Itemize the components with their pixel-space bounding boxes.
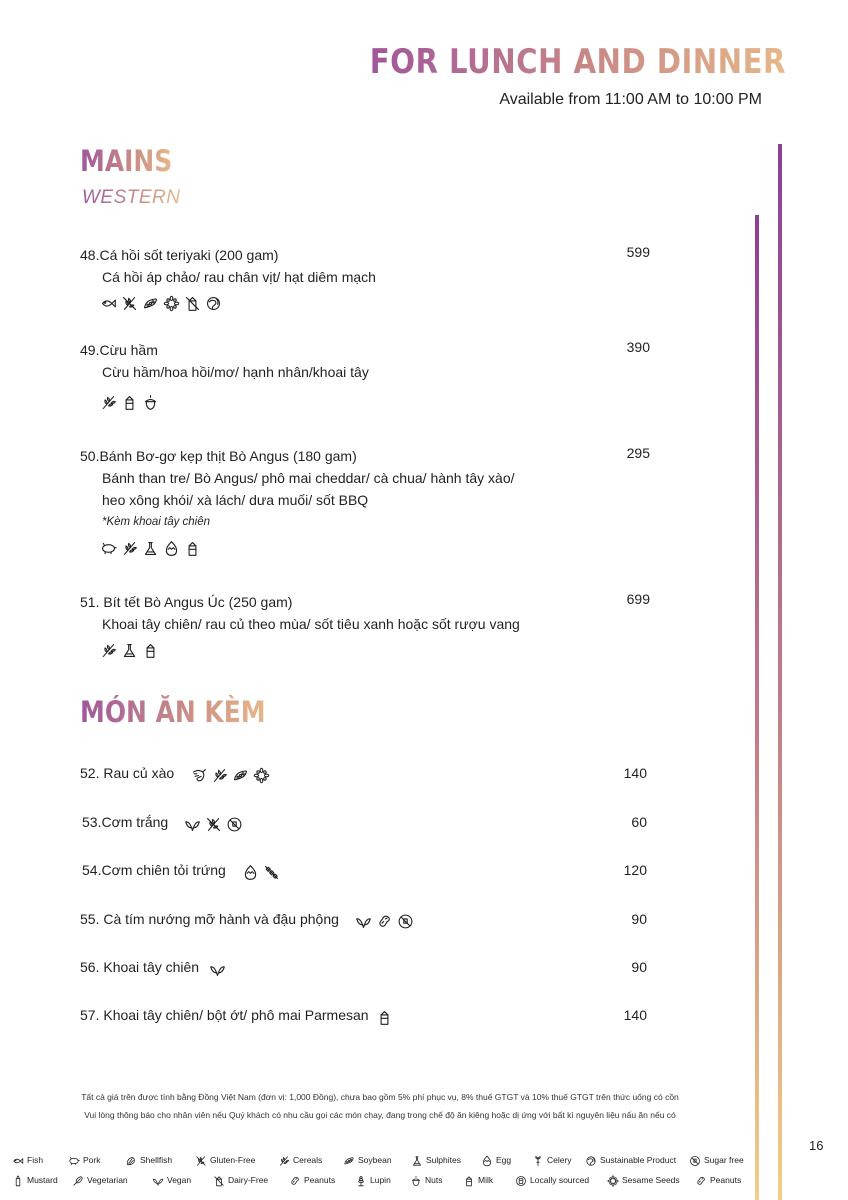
cereals-icon xyxy=(211,767,228,784)
cereals-icon xyxy=(100,394,117,411)
cereals-icon xyxy=(121,540,138,557)
peanuts-icon xyxy=(695,1175,707,1187)
shellfish-icon xyxy=(125,1155,137,1167)
item-description: Khoai tây chiên/ rau củ theo mùa/ sốt tiêu xanh hoặc sốt rượu vang xyxy=(102,616,520,632)
soybean-icon xyxy=(142,295,159,312)
soybean-icon xyxy=(343,1155,355,1167)
gluten-free-icon xyxy=(205,816,222,833)
legend-label: Celery xyxy=(547,1155,572,1165)
legend-label: Sulphites xyxy=(426,1155,461,1165)
sulphites-icon xyxy=(142,540,159,557)
legend-label: Pork xyxy=(83,1155,101,1165)
legend-lupin xyxy=(355,1172,391,1188)
allergen-icons xyxy=(80,294,650,314)
legend-label: Shellfish xyxy=(140,1155,173,1165)
milk-icon xyxy=(376,1009,393,1026)
legend-cereals xyxy=(278,1152,322,1168)
side-item-55 xyxy=(80,908,647,930)
legend-fish xyxy=(12,1152,43,1168)
fish-icon xyxy=(12,1155,24,1167)
item-title: 51. Bít tết Bò Angus Úc (250 gam) xyxy=(80,594,293,610)
legend-label: Sesame Seeds xyxy=(622,1175,680,1185)
legend-row-1 xyxy=(0,1152,760,1168)
allergen-icons xyxy=(209,957,230,979)
nuts-icon xyxy=(410,1175,422,1187)
allergen-icons xyxy=(80,393,650,413)
item-price: 599 xyxy=(626,244,650,260)
legend-mustard xyxy=(12,1172,58,1188)
milk-icon xyxy=(121,394,138,411)
item-price: 90 xyxy=(631,911,647,927)
legend-sulphites xyxy=(411,1152,461,1168)
item-title: 56. Khoai tây chiên xyxy=(80,959,200,975)
dietary-note: Vui lòng thông báo cho nhân viên nếu Quý khách có nhu cầu gọi các món chay, đang trong chế độ ăn kiêng hoặc dị ứng với bất kì nguyên liệu nấu ăn nếu có xyxy=(84,1110,676,1120)
legend-vegan xyxy=(152,1172,191,1188)
legend-soybean xyxy=(343,1152,392,1168)
sesame-seeds-icon xyxy=(163,295,180,312)
item-title: 52. Rau củ xào xyxy=(80,765,175,781)
decorative-bar-inner xyxy=(755,215,759,1200)
celery-icon xyxy=(532,1155,544,1167)
legend-milk xyxy=(463,1172,493,1188)
pork-icon xyxy=(100,540,117,557)
nuts-icon xyxy=(142,394,159,411)
allergen-icons xyxy=(376,1005,397,1027)
sesame-seeds-icon xyxy=(253,767,270,784)
side-item-52 xyxy=(80,762,647,784)
egg-icon xyxy=(242,864,259,881)
legend-label: Milk xyxy=(478,1175,494,1185)
item-title: 53.Cơm trắng xyxy=(82,814,169,830)
item-title: 48.Cá hồi sốt teriyaki (200 gam) xyxy=(80,247,279,263)
menu-item-48 xyxy=(80,244,650,314)
allergen-icons xyxy=(190,763,274,785)
item-title: 54.Cơm chiên tỏi trứng xyxy=(82,862,226,878)
legend-dairy-free xyxy=(213,1172,268,1188)
item-description: Bánh than tre/ Bò Angus/ phô mai cheddar/ cà chua/ hành tây xào/ xyxy=(102,470,515,486)
shellfish-icon xyxy=(190,767,207,784)
menu-item-50 xyxy=(80,445,650,559)
menu-item-49 xyxy=(80,339,650,413)
legend-vegetarian xyxy=(72,1172,128,1188)
legend-sustainable-product xyxy=(585,1152,676,1168)
legend-label: Lupin xyxy=(370,1175,391,1185)
legend-label: Locally sourced xyxy=(530,1175,590,1185)
legend-peanuts-2 xyxy=(695,1172,741,1188)
legend-sesame-seeds xyxy=(607,1172,680,1188)
item-title: 50.Bánh Bơ-gơ kẹp thịt Bò Angus (180 gam) xyxy=(80,448,357,464)
item-price: 60 xyxy=(631,814,647,830)
side-item-56 xyxy=(80,956,647,978)
dairy-free-icon xyxy=(213,1175,225,1187)
item-price: 90 xyxy=(631,959,647,975)
pork-icon xyxy=(68,1155,80,1167)
legend-label: Dairy-Free xyxy=(228,1175,269,1185)
side-item-54 xyxy=(82,859,647,881)
legend-nuts xyxy=(410,1172,442,1188)
sulphites-icon xyxy=(121,642,138,659)
item-title: 57. Khoai tây chiên/ bột ớt/ phô mai Parmesan xyxy=(80,1007,369,1023)
sesame-seeds-icon xyxy=(607,1175,619,1187)
milk-icon xyxy=(184,540,201,557)
legend-label: Sustainable Product xyxy=(600,1155,677,1165)
vegan-icon xyxy=(152,1175,164,1187)
sulphites-icon xyxy=(411,1155,423,1167)
peanuts-icon xyxy=(289,1175,301,1187)
egg-icon xyxy=(163,540,180,557)
legend-peanuts xyxy=(289,1172,335,1188)
legend-label: Fish xyxy=(27,1155,44,1165)
legend-egg xyxy=(481,1152,511,1168)
legend-label: Gluten-Free xyxy=(210,1155,256,1165)
legend-locally-sourced xyxy=(515,1172,589,1188)
vegan-icon xyxy=(184,816,201,833)
vegan-icon xyxy=(355,913,372,930)
peanuts-icon xyxy=(376,913,393,930)
menu-item-51 xyxy=(80,591,650,661)
cereals-icon xyxy=(100,642,117,659)
item-description: Cừu hầm/hoa hồi/mơ/ hạnh nhân/khoai tây xyxy=(102,364,369,380)
item-price: 140 xyxy=(623,1007,647,1023)
legend-gluten-free xyxy=(195,1152,255,1168)
availability-subtitle: Available from 11:00 AM to 10:00 PM xyxy=(499,91,762,108)
lupin-icon xyxy=(355,1175,367,1187)
item-title: 55. Cà tím nướng mỡ hành và đậu phộng xyxy=(80,911,339,927)
item-price: 390 xyxy=(626,339,650,355)
mustard-icon xyxy=(12,1175,24,1187)
legend-label: Nuts xyxy=(425,1175,443,1185)
item-description-continued: heo xông khói/ xà lách/ dưa muối/ sốt BBQ xyxy=(102,492,369,508)
sustainable-product-icon xyxy=(585,1155,597,1167)
milk-icon xyxy=(142,642,159,659)
allergen-icons xyxy=(184,812,247,834)
legend-label: Peanuts xyxy=(304,1175,336,1185)
fish-icon xyxy=(100,295,117,312)
page-number: 16 xyxy=(809,1138,824,1153)
legend-label: Mustard xyxy=(27,1175,58,1185)
gluten-free-icon xyxy=(121,295,138,312)
legend-label: Soybean xyxy=(358,1155,392,1165)
legend-sugar-free xyxy=(689,1152,744,1168)
sugar-free-icon xyxy=(397,913,414,930)
allergen-icons xyxy=(80,641,650,661)
allergen-icons xyxy=(80,539,650,559)
sugar-free-icon xyxy=(226,816,243,833)
gluten-free-icon xyxy=(195,1155,207,1167)
vegetarian-icon xyxy=(72,1175,84,1187)
item-price: 140 xyxy=(623,765,647,781)
item-description: Cá hồi áp chảo/ rau chân vịt/ hạt diêm mạch xyxy=(102,269,376,285)
allergen-icons xyxy=(242,860,284,882)
western-subheading: WESTERN xyxy=(82,187,181,208)
legend-label: Cereals xyxy=(293,1155,323,1165)
item-price: 120 xyxy=(623,862,647,878)
price-note: Tất cả giá trên được tính bằng Đồng Việt Nam (đơn vị: 1,000 Đồng), chưa bao gồm 5% phí phục vụ, 8% thuế GTGT và 10% thuế GTGT trên thức uống có cồn xyxy=(81,1092,679,1102)
item-price: 295 xyxy=(626,445,650,461)
legend-label: Peanuts xyxy=(710,1175,742,1185)
milk-icon xyxy=(463,1175,475,1187)
item-title: 49.Cừu hầm xyxy=(80,342,158,358)
sides-heading: MÓN ĂN KÈM xyxy=(80,695,266,729)
sustainable-product-icon xyxy=(205,295,222,312)
cereals-icon xyxy=(278,1155,290,1167)
side-item-57 xyxy=(80,1004,647,1026)
item-note: *Kèm khoai tây chiên xyxy=(102,516,211,528)
egg-icon xyxy=(481,1155,493,1167)
legend-label: Vegan xyxy=(167,1175,192,1185)
sugar-free-icon xyxy=(689,1155,701,1167)
legend-celery xyxy=(532,1152,572,1168)
legend-label: Egg xyxy=(496,1155,512,1165)
mains-heading: MAINS xyxy=(80,144,173,178)
item-price: 699 xyxy=(626,591,650,607)
legend-label: Vegetarian xyxy=(87,1175,128,1185)
allergen-icons xyxy=(355,909,418,931)
legend-row-2 xyxy=(0,1172,760,1188)
decorative-bar-outer xyxy=(778,144,782,1200)
page-title: FOR LUNCH AND DINNER xyxy=(369,42,786,82)
vegan-icon xyxy=(209,961,226,978)
side-item-53 xyxy=(82,811,647,833)
soybean-icon xyxy=(263,864,280,881)
legend-pork xyxy=(68,1152,100,1168)
soybean-icon xyxy=(232,767,249,784)
dairy-free-icon xyxy=(184,295,201,312)
locally-sourced-icon xyxy=(515,1175,527,1187)
legend-label: Sugar free xyxy=(704,1155,744,1165)
legend-shellfish xyxy=(125,1152,172,1168)
